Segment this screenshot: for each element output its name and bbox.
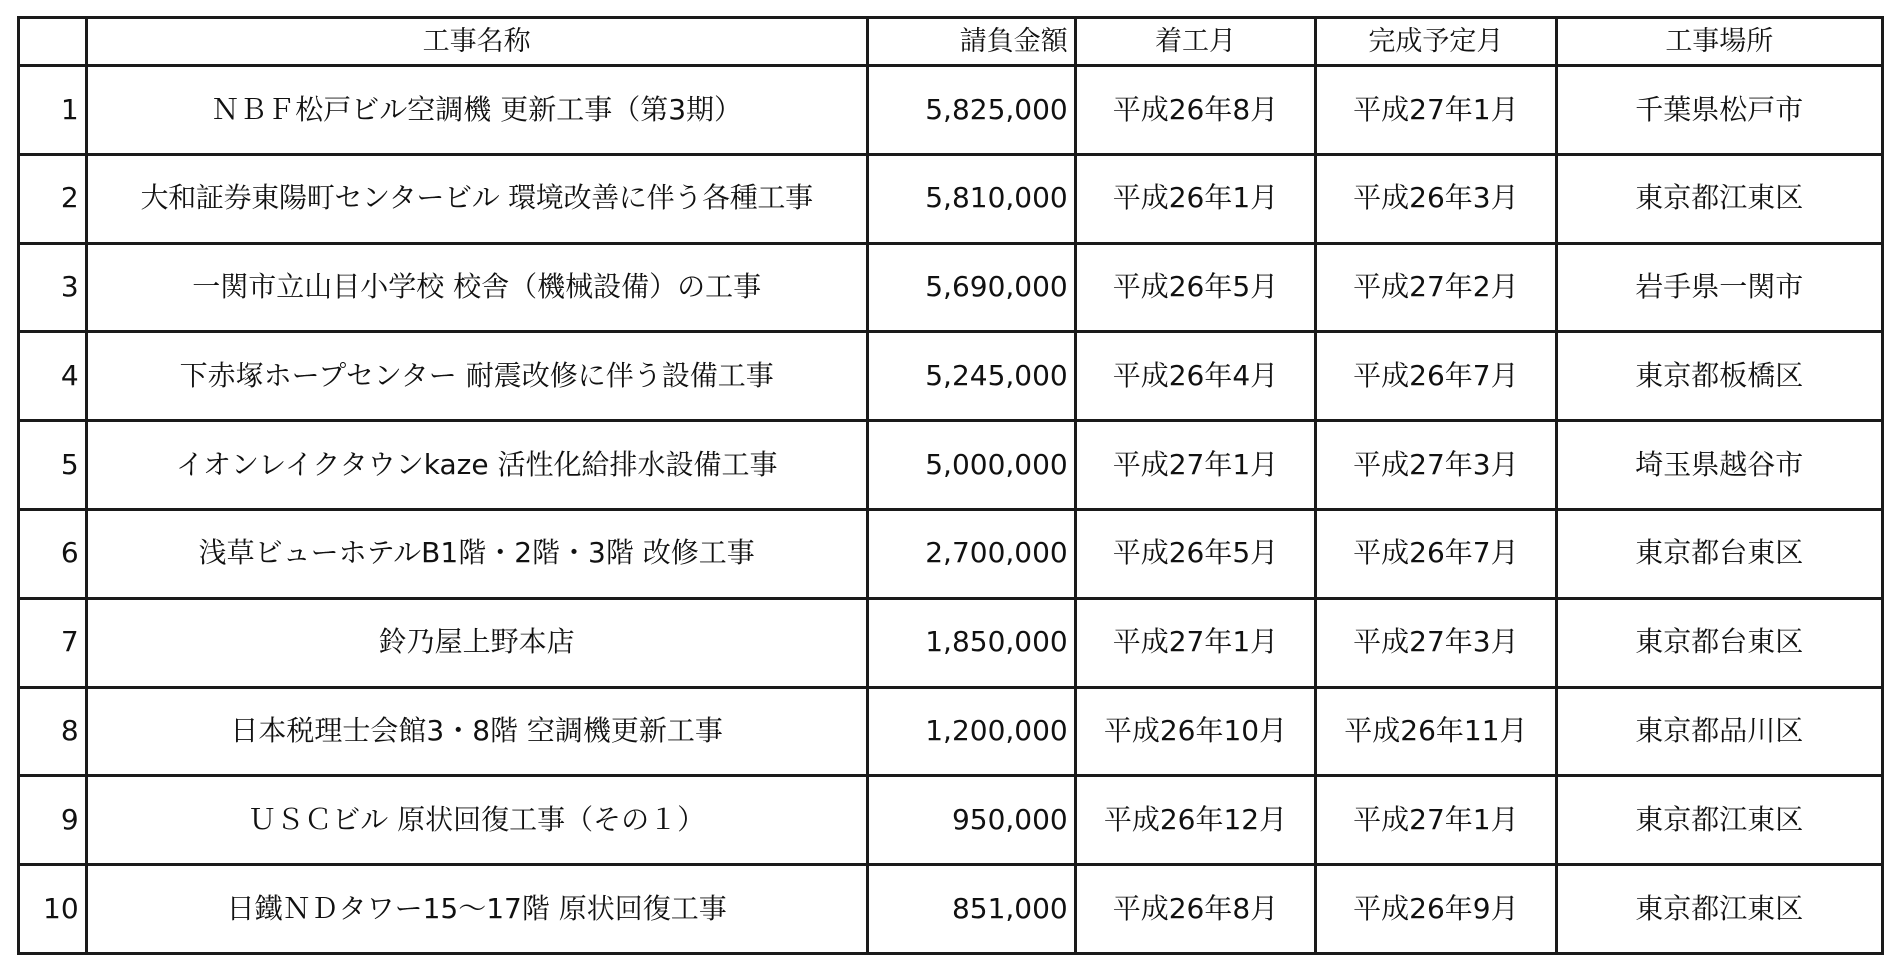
location: 東京都江東区 — [1556, 776, 1882, 865]
completion-month: 平成27年2月 — [1316, 243, 1556, 332]
location: 埼玉県越谷市 — [1556, 421, 1882, 510]
construction-works-table — [17, 16, 1884, 955]
project-name: 浅草ビューホテルB1階・2階・3階 改修工事 — [86, 509, 867, 598]
header-contract-amount: 請負金額 — [867, 18, 1075, 66]
completion-month: 平成26年7月 — [1316, 332, 1556, 421]
start-month: 平成26年8月 — [1075, 865, 1315, 954]
table-row — [19, 66, 1883, 155]
contract-amount: 5,000,000 — [867, 421, 1075, 510]
header-no — [19, 18, 87, 66]
project-name: 日本税理士会館3・8階 空調機更新工事 — [86, 687, 867, 776]
location: 東京都江東区 — [1556, 154, 1882, 243]
start-month: 平成26年5月 — [1075, 509, 1315, 598]
contract-amount: 851,000 — [867, 865, 1075, 954]
completion-month: 平成27年1月 — [1316, 776, 1556, 865]
table-row — [19, 776, 1883, 865]
header-completion-month: 完成予定月 — [1316, 18, 1556, 66]
table-row — [19, 421, 1883, 510]
start-month: 平成27年1月 — [1075, 598, 1315, 687]
completion-month: 平成27年3月 — [1316, 598, 1556, 687]
table-row — [19, 509, 1883, 598]
row-number: 5 — [19, 421, 87, 510]
project-name: 鈴乃屋上野本店 — [86, 598, 867, 687]
row-number: 4 — [19, 332, 87, 421]
table-row — [19, 687, 1883, 776]
header-location: 工事場所 — [1556, 18, 1882, 66]
table-row — [19, 865, 1883, 954]
completion-month: 平成26年11月 — [1316, 687, 1556, 776]
contract-amount: 2,700,000 — [867, 509, 1075, 598]
start-month: 平成26年8月 — [1075, 66, 1315, 155]
start-month: 平成26年4月 — [1075, 332, 1315, 421]
contract-amount: 5,690,000 — [867, 243, 1075, 332]
contract-amount: 5,245,000 — [867, 332, 1075, 421]
location: 東京都台東区 — [1556, 509, 1882, 598]
row-number: 3 — [19, 243, 87, 332]
completion-month: 平成27年1月 — [1316, 66, 1556, 155]
header-row — [19, 18, 1883, 66]
project-name: ＮＢＦ松戸ビル空調機 更新工事（第3期） — [86, 66, 867, 155]
header-start-month: 着工月 — [1075, 18, 1315, 66]
row-number: 7 — [19, 598, 87, 687]
start-month: 平成26年12月 — [1075, 776, 1315, 865]
location: 東京都台東区 — [1556, 598, 1882, 687]
contract-amount: 1,200,000 — [867, 687, 1075, 776]
row-number: 9 — [19, 776, 87, 865]
location: 東京都品川区 — [1556, 687, 1882, 776]
contract-amount: 5,810,000 — [867, 154, 1075, 243]
contract-amount: 1,850,000 — [867, 598, 1075, 687]
table-row — [19, 154, 1883, 243]
start-month: 平成27年1月 — [1075, 421, 1315, 510]
row-number: 2 — [19, 154, 87, 243]
contract-amount: 950,000 — [867, 776, 1075, 865]
start-month: 平成26年5月 — [1075, 243, 1315, 332]
project-name: イオンレイクタウンkaze 活性化給排水設備工事 — [86, 421, 867, 510]
row-number: 1 — [19, 66, 87, 155]
project-name: 一関市立山目小学校 校舎（機械設備）の工事 — [86, 243, 867, 332]
project-name: 大和証券東陽町センタービル 環境改善に伴う各種工事 — [86, 154, 867, 243]
row-number: 10 — [19, 865, 87, 954]
completion-month: 平成26年9月 — [1316, 865, 1556, 954]
location: 東京都江東区 — [1556, 865, 1882, 954]
header-project-name: 工事名称 — [86, 18, 867, 66]
row-number: 8 — [19, 687, 87, 776]
project-name: ＵＳＣビル 原状回復工事（その１） — [86, 776, 867, 865]
location: 千葉県松戸市 — [1556, 66, 1882, 155]
construction-works-sheet — [17, 16, 1884, 952]
completion-month: 平成26年3月 — [1316, 154, 1556, 243]
completion-month: 平成27年3月 — [1316, 421, 1556, 510]
row-number: 6 — [19, 509, 87, 598]
project-name: 日鐵ＮＤタワー15～17階 原状回復工事 — [86, 865, 867, 954]
project-name: 下赤塚ホープセンター 耐震改修に伴う設備工事 — [86, 332, 867, 421]
table-row — [19, 243, 1883, 332]
start-month: 平成26年10月 — [1075, 687, 1315, 776]
contract-amount: 5,825,000 — [867, 66, 1075, 155]
start-month: 平成26年1月 — [1075, 154, 1315, 243]
table-row — [19, 332, 1883, 421]
location: 岩手県一関市 — [1556, 243, 1882, 332]
table-row — [19, 598, 1883, 687]
completion-month: 平成26年7月 — [1316, 509, 1556, 598]
location: 東京都板橋区 — [1556, 332, 1882, 421]
